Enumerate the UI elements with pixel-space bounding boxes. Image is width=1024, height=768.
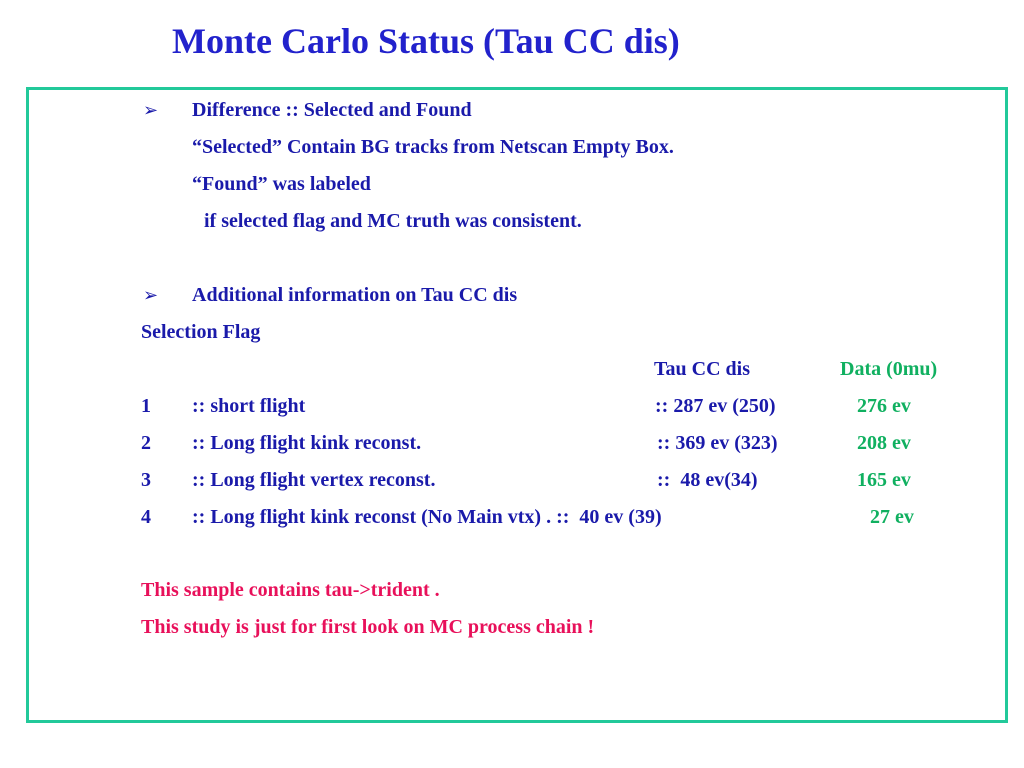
row-description: :: Long flight kink reconst (No Main vtx) . :: 40 ev (39) — [192, 506, 662, 528]
row-description: :: short flight — [192, 395, 306, 417]
row-number: 2 — [141, 432, 151, 454]
row-tau-value: :: 287 ev (250) — [655, 395, 776, 417]
section1-line-2: “Found” was labeled — [192, 173, 371, 195]
row-description: :: Long flight kink reconst. — [192, 432, 422, 454]
row-data-value: 165 ev — [857, 469, 911, 491]
selection-flag-label: Selection Flag — [141, 321, 261, 343]
row-data-value: 27 ev — [870, 506, 914, 528]
row-data-value: 276 ev — [857, 395, 911, 417]
note-first-look: This study is just for first look on MC process chain ! — [141, 616, 595, 638]
row-number: 3 — [141, 469, 151, 491]
section1-line-3: if selected flag and MC truth was consistent. — [204, 210, 582, 232]
col-header-tau: Tau CC dis — [654, 358, 750, 380]
arrow-bullet-icon: ➢ — [143, 100, 159, 120]
note-trident: This sample contains tau->trident . — [141, 579, 440, 601]
slide-title: Monte Carlo Status (Tau CC dis) — [172, 21, 680, 61]
row-description: :: Long flight vertex reconst. — [192, 469, 436, 491]
row-tau-value: :: 369 ev (323) — [657, 432, 778, 454]
row-data-value: 208 ev — [857, 432, 911, 454]
row-number: 1 — [141, 395, 151, 417]
row-tau-value: :: 48 ev(34) — [657, 469, 758, 491]
section1-heading: Difference :: Selected and Found — [192, 99, 472, 121]
col-header-data: Data (0mu) — [840, 358, 938, 380]
row-number: 4 — [141, 506, 151, 528]
section1-line-1: “Selected” Contain BG tracks from Netscan Empty Box. — [192, 136, 674, 158]
section2-heading: Additional information on Tau CC dis — [192, 284, 518, 306]
arrow-bullet-icon: ➢ — [143, 285, 159, 305]
